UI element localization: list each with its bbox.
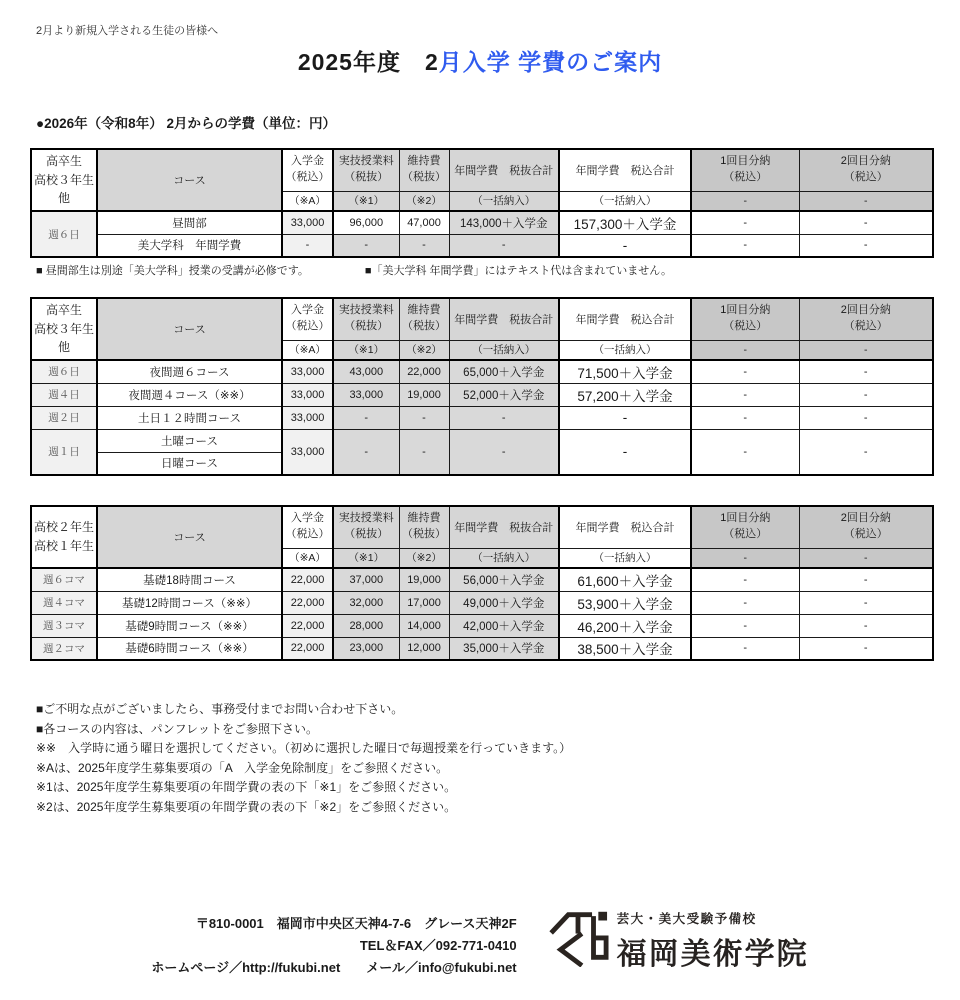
day-cell: 週１日	[31, 429, 97, 475]
course-cell: 土日１２時間コース	[97, 406, 282, 429]
fee-cell: 46,200＋入学金	[559, 614, 691, 637]
footnote-line: ※※ 入学時に通う曜日を選択してください。（初めに選択した曜日で毎週授業を行っていきます。）	[36, 741, 572, 755]
fee-cell: 28,000	[333, 614, 399, 637]
fee-cell: 14,000	[399, 614, 449, 637]
annual-excl-subheader: （一括納入）	[449, 340, 559, 360]
fee-cell: -	[559, 406, 691, 429]
section-heading: ●2026年（令和8年） 2月からの学費（単位：円）	[36, 116, 336, 131]
fee-cell: 33,000	[282, 360, 333, 383]
fee-cell: -	[799, 568, 933, 591]
fee-cell: -	[691, 383, 799, 406]
admission-subheader: （※A）	[282, 191, 333, 211]
course-cell: 昼間部	[97, 211, 282, 234]
installment2-subheader: -	[799, 548, 933, 568]
day-cell: 週２コマ	[31, 637, 97, 660]
fee-cell: 17,000	[399, 591, 449, 614]
tuition-header: 実技授業料 （税抜）	[333, 149, 399, 191]
group-header: 高卒生 高校３年生 他	[31, 298, 97, 360]
annual-incl-header: 年間学費 税込合計	[559, 298, 691, 340]
fee-cell: -	[282, 234, 333, 257]
school-logo	[547, 905, 809, 973]
fee-cell: -	[691, 614, 799, 637]
admission-header: 入学金 （税込）	[282, 506, 333, 548]
maintenance-subheader: （※2）	[399, 191, 449, 211]
fee-table-daytime	[30, 148, 934, 258]
fee-cell: 96,000	[333, 211, 399, 234]
annual-incl-subheader: （一括納入）	[559, 191, 691, 211]
fee-cell: 33,000	[282, 211, 333, 234]
tel-fax-line: TEL＆FAX／092-771-0410	[359, 938, 517, 953]
annual-excl-subheader: （一括納入）	[449, 191, 559, 211]
fee-cell: -	[449, 429, 559, 475]
admission-subheader: （※A）	[282, 340, 333, 360]
fee-cell: -	[449, 406, 559, 429]
fee-cell: 157,300＋入学金	[559, 211, 691, 234]
fee-cell: -	[691, 234, 799, 257]
course-cell: 夜間週４コース（※※）	[97, 383, 282, 406]
fee-cell: -	[691, 406, 799, 429]
tuition-subheader: （※1）	[333, 191, 399, 211]
admission-header: 入学金 （税込）	[282, 298, 333, 340]
fee-cell: 32,000	[333, 591, 399, 614]
course-cell: 美大学科 年間学費	[97, 234, 282, 257]
fee-cell: 57,200＋入学金	[559, 383, 691, 406]
fee-cell: -	[559, 234, 691, 257]
installment1-subheader: -	[691, 191, 799, 211]
fee-cell: 12,000	[399, 637, 449, 660]
web-mail-line: ホームページ／http://fukubi.net メール／info@fukubi.net	[151, 960, 517, 975]
day-cell: 週３コマ	[31, 614, 97, 637]
installment2-subheader: -	[799, 340, 933, 360]
fee-cell: -	[691, 568, 799, 591]
footnote-line: ■ご不明な点がございましたら、事務受付までお問い合わせ下さい。	[36, 702, 404, 716]
footer	[0, 905, 960, 979]
fee-cell: 49,000＋入学金	[449, 591, 559, 614]
day-cell: 週２日	[31, 406, 97, 429]
fee-cell: 33,000	[333, 383, 399, 406]
installment2-header: 2回目分納 （税込）	[799, 298, 933, 340]
annual-incl-header: 年間学費 税込合計	[559, 506, 691, 548]
fee-cell: 33,000	[282, 383, 333, 406]
fee-cell: 56,000＋入学金	[449, 568, 559, 591]
day-cell: 週６コマ	[31, 568, 97, 591]
note: ■ 昼間部生は別途「美大学科」授業の受講が必修です。	[36, 265, 309, 277]
page-title-blue: 月入学 学費のご案内	[438, 49, 663, 75]
fee-cell: -	[333, 429, 399, 475]
fee-cell: -	[333, 406, 399, 429]
fee-cell: 19,000	[399, 568, 449, 591]
fee-cell: -	[449, 234, 559, 257]
course-cell: 基礎12時間コース（※※）	[97, 591, 282, 614]
fee-cell: -	[691, 429, 799, 475]
fee-cell: -	[799, 591, 933, 614]
course-header: コース	[97, 149, 282, 211]
tuition-header: 実技授業料 （税抜）	[333, 298, 399, 340]
footnote-line: ■各コースの内容は、パンフレットをご参照下さい。	[36, 721, 319, 736]
maintenance-header: 維持費 （税抜）	[399, 149, 449, 191]
fee-cell: 22,000	[282, 568, 333, 591]
day-cell: 週４日	[31, 383, 97, 406]
installment2-header: 2回目分納 （税込）	[799, 149, 933, 191]
day-cell: 週６日	[31, 211, 97, 257]
address-line: 〒810-0001 福岡市中央区天神4-7-6 グレース天神2F	[195, 916, 517, 931]
fee-cell: -	[799, 234, 933, 257]
fee-cell: 33,000	[282, 429, 333, 475]
fee-table-highschool	[30, 505, 934, 661]
course-cell: 日曜コース	[97, 452, 282, 475]
fee-cell: -	[799, 429, 933, 475]
fee-cell: 71,500＋入学金	[559, 360, 691, 383]
installment1-header: 1回目分納 （税込）	[691, 298, 799, 340]
fee-cell: -	[691, 211, 799, 234]
fee-cell: 53,900＋入学金	[559, 591, 691, 614]
annual-incl-subheader: （一括納入）	[559, 340, 691, 360]
fee-cell: 43,000	[333, 360, 399, 383]
fee-cell: 38,500＋入学金	[559, 637, 691, 660]
fee-cell: -	[399, 406, 449, 429]
tuition-subheader: （※1）	[333, 548, 399, 568]
course-header: コース	[97, 506, 282, 568]
fee-cell: 52,000＋入学金	[449, 383, 559, 406]
fee-cell: -	[799, 637, 933, 660]
installment1-header: 1回目分納 （税込）	[691, 149, 799, 191]
course-cell: 基礎6時間コース（※※）	[97, 637, 282, 660]
fee-cell: 42,000＋入学金	[449, 614, 559, 637]
fee-cell: 37,000	[333, 568, 399, 591]
fee-cell: 23,000	[333, 637, 399, 660]
admission-subheader: （※A）	[282, 548, 333, 568]
fee-cell: -	[399, 234, 449, 257]
fee-cell: 22,000	[282, 637, 333, 660]
maintenance-header: 維持費 （税抜）	[399, 298, 449, 340]
fee-cell: 65,000＋入学金	[449, 360, 559, 383]
fukubi-logo-mark	[547, 905, 609, 967]
fee-cell: -	[799, 614, 933, 637]
contact-block	[151, 913, 516, 979]
fee-cell: -	[799, 406, 933, 429]
installment1-subheader: -	[691, 548, 799, 568]
fee-cell: -	[559, 429, 691, 475]
school-name: 福岡美術学院	[616, 938, 809, 971]
installment1-header: 1回目分納 （税込）	[691, 506, 799, 548]
page-title-black: 2025年度 2	[297, 49, 439, 75]
audience-note: 2月より新規入学される生徒の皆様へ	[36, 25, 219, 37]
footnote-line: ※2は、2025年度学生募集要項の年間学費の表の下「※2」をご参照ください。	[36, 799, 457, 814]
annual-excl-header: 年間学費 税抜合計	[449, 298, 559, 340]
fee-cell: -	[691, 637, 799, 660]
fee-cell: 47,000	[399, 211, 449, 234]
fee-cell: -	[799, 383, 933, 406]
course-cell: 基礎18時間コース	[97, 568, 282, 591]
fee-cell: 22,000	[399, 360, 449, 383]
school-tagline: 芸大・美大受験予備校	[616, 912, 757, 926]
fee-cell: 35,000＋入学金	[449, 637, 559, 660]
day-cell: 週４コマ	[31, 591, 97, 614]
footnotes	[36, 700, 571, 817]
tuition-header: 実技授業料 （税抜）	[333, 506, 399, 548]
fee-cell: 33,000	[282, 406, 333, 429]
fee-cell: 143,000＋入学金	[449, 211, 559, 234]
fee-cell: -	[399, 429, 449, 475]
course-header: コース	[97, 298, 282, 360]
group-header: 高卒生 高校３年生 他	[31, 149, 97, 211]
admission-header: 入学金 （税込）	[282, 149, 333, 191]
annual-excl-header: 年間学費 税抜合計	[449, 506, 559, 548]
course-cell: 土曜コース	[97, 429, 282, 452]
course-cell: 夜間週６コース	[97, 360, 282, 383]
maintenance-subheader: （※2）	[399, 548, 449, 568]
table1-notes	[36, 262, 672, 278]
fee-table-evening	[30, 297, 934, 476]
fee-cell: -	[691, 360, 799, 383]
fee-cell: 61,600＋入学金	[559, 568, 691, 591]
tuition-subheader: （※1）	[333, 340, 399, 360]
footnote-line: ※Aは、2025年度学生募集要項の「A 入学金免除制度」をご参照ください。	[36, 760, 449, 775]
annual-excl-subheader: （一括納入）	[449, 548, 559, 568]
maintenance-header: 維持費 （税抜）	[399, 506, 449, 548]
fee-cell: -	[333, 234, 399, 257]
installment2-header: 2回目分納 （税込）	[799, 506, 933, 548]
page-title	[0, 44, 960, 77]
day-cell: 週６日	[31, 360, 97, 383]
footnote-line: ※1は、2025年度学生募集要項の年間学費の表の下「※1」をご参照ください。	[36, 780, 457, 794]
fee-cell: -	[691, 591, 799, 614]
note: ■「美大学科 年間学費」にはテキスト代は含まれていません。	[364, 265, 672, 277]
annual-excl-header: 年間学費 税抜合計	[449, 149, 559, 191]
installment2-subheader: -	[799, 191, 933, 211]
annual-incl-header: 年間学費 税込合計	[559, 149, 691, 191]
fee-cell: 22,000	[282, 614, 333, 637]
fee-cell: 19,000	[399, 383, 449, 406]
fee-cell: 22,000	[282, 591, 333, 614]
fee-cell: -	[799, 360, 933, 383]
annual-incl-subheader: （一括納入）	[559, 548, 691, 568]
school-logo-text	[617, 909, 809, 973]
fee-cell: -	[799, 211, 933, 234]
maintenance-subheader: （※2）	[399, 340, 449, 360]
course-cell: 基礎9時間コース（※※）	[97, 614, 282, 637]
group-header: 高校２年生 高校１年生	[31, 506, 97, 568]
installment1-subheader: -	[691, 340, 799, 360]
